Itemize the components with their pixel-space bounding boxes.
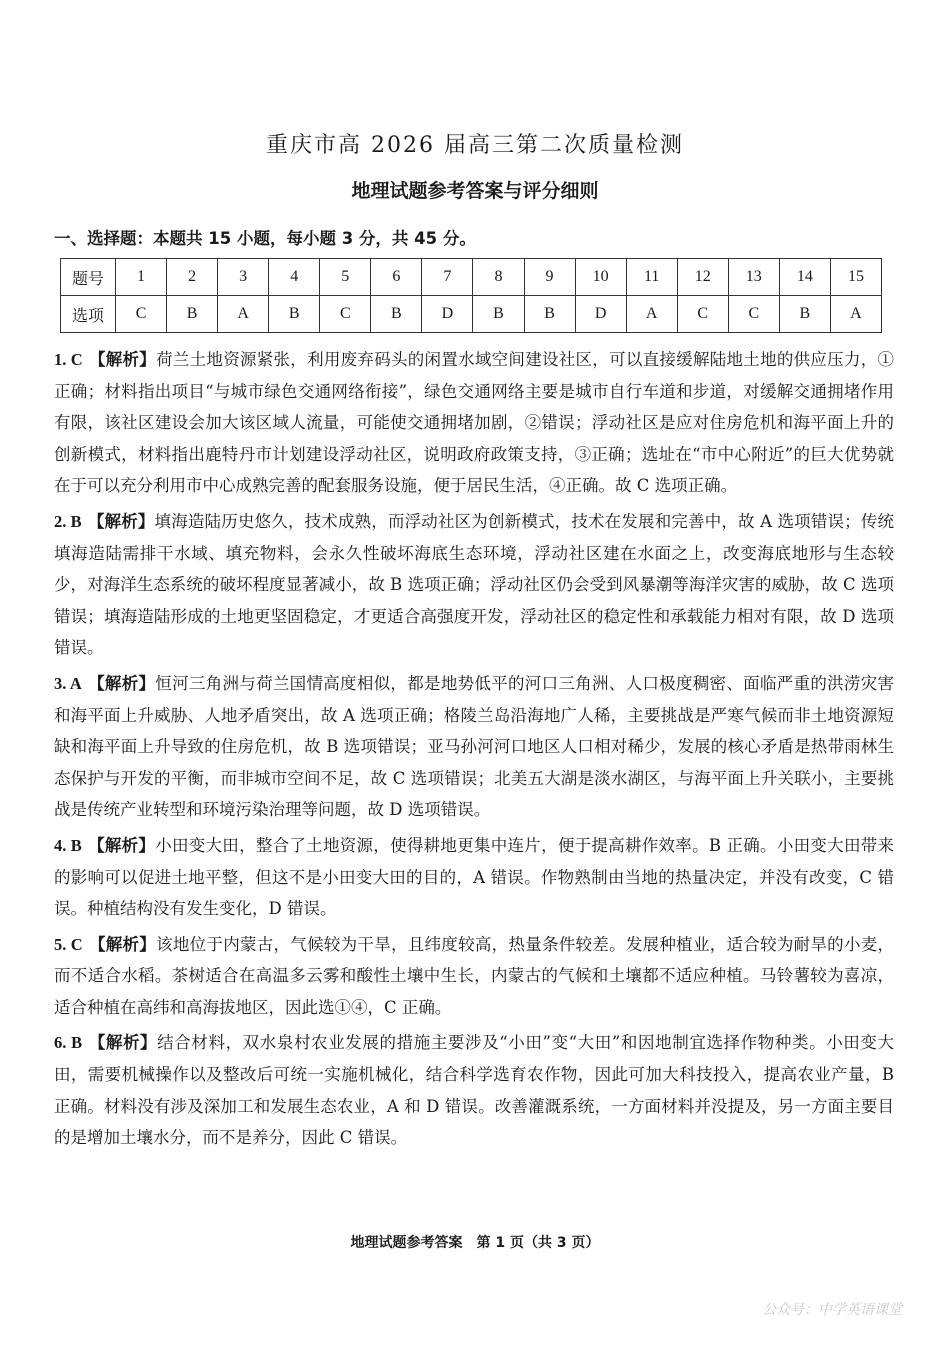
question-number-row: [61, 259, 882, 296]
answer-row: [61, 296, 882, 333]
answer-cell: B: [167, 296, 218, 333]
answer-cell: B: [371, 296, 422, 333]
question-number-cell: 1: [116, 259, 167, 296]
document-title: 重庆市高 2026 届高三第二次质量检测: [266, 133, 684, 158]
answer-cell: B: [269, 296, 320, 333]
question-number-cell: 3: [218, 259, 269, 296]
analysis-tag: 【解析】: [88, 1033, 158, 1053]
answer-cell: A: [626, 296, 677, 333]
row-label-question-number: 题号: [61, 259, 116, 296]
analysis-tag: 【解析】: [87, 511, 155, 531]
question-number-cell: 2: [167, 259, 218, 296]
explanation-text: 荷兰土地资源紧张，利用废弃码头的闲置水域空间建设社区，可以直接缓解陆地土地的供应压力，①正确；材料指出项目“与城市绿色交通网络衔接”，绿色交通网络主要是城市自行车道和步道，对缓解交通拥堵作用有限，该社区建设会加大该区域人流量，可能使交通拥堵加剧，②错误；浮动社区是应对住房危机和海平面上升的创新模式，材料指出鹿特丹市计划建设浮动社区，说明政府政策支持，③正确；选址在“市中心附近”的巨大优势就在于可以充分利用市中心成熟完善的配套服务设施，便于居民生活，④正确。故 C 选项正确。: [54, 350, 895, 496]
question-number-cell: 10: [575, 259, 626, 296]
watermark: 公众号：中学英语课堂: [762, 1302, 902, 1318]
item-number: 6. B: [54, 1033, 83, 1053]
question-number-cell: 6: [371, 259, 422, 296]
answer-cell: C: [728, 296, 779, 333]
answer-cell: C: [677, 296, 728, 333]
item-number: 3. A: [54, 673, 82, 693]
question-number-cell: 7: [422, 259, 473, 296]
analysis-tag: 【解析】: [87, 673, 156, 693]
explanation-text: 小田变大田，整合了土地资源，使得耕地更集中连片，便于提高耕作效率。B 正确。小田变大田带来的影响可以促进土地平整，但这不是小田变大田的目的，A 错误。作物熟制由当地的热量决定，并没有改变，C 错误。种植结构没有发生变化，D 错误。: [54, 835, 895, 919]
item-number: 4. B: [54, 835, 82, 855]
item-number: 1. C: [54, 350, 83, 369]
answer-cell: B: [779, 296, 830, 333]
explanation-text: 结合材料，双水泉村农业发展的措施主要涉及“小田”变“大田”和因地制宜选择作物种类。小田变大田，需要机械操作以及整改后可统一实施机械化，结合科学选育农作物，因此可加大科技投入，提高农业产量，B 正确。材料没有涉及深加工和发展生态农业，A 和 D 错误。改善灌溉系统，一方面材料并没提及，另一方面主要目的是增加土壤水分，而不是养分，因此 C 错误。: [54, 1033, 895, 1148]
answer-cell: A: [218, 296, 269, 333]
answer-cell: D: [575, 296, 626, 333]
analysis-tag: 【解析】: [87, 835, 156, 855]
question-number-cell: 13: [728, 259, 779, 296]
answer-cell: C: [116, 296, 167, 333]
answer-cell: D: [422, 296, 473, 333]
explanation-item: [54, 344, 894, 502]
question-number-cell: 12: [677, 259, 728, 296]
answer-cell: C: [320, 296, 371, 333]
question-number-cell: 14: [779, 259, 830, 296]
explanation-item: [54, 929, 894, 1024]
item-number: 2. B: [54, 511, 82, 531]
question-number-cell: 8: [473, 259, 524, 296]
item-number: 5. C: [54, 934, 83, 954]
analysis-tag: 【解析】: [88, 350, 157, 369]
explanation-item: [54, 668, 894, 826]
page-footer: 地理试题参考答案 第 1 页（共 3 页）: [350, 1235, 600, 1251]
answer-table: [60, 258, 882, 333]
row-label-answer: 选项: [61, 296, 116, 333]
question-number-cell: 9: [524, 259, 575, 296]
explanation-item: [54, 1027, 894, 1153]
question-number-cell: 15: [830, 259, 881, 296]
question-number-cell: 4: [269, 259, 320, 296]
answer-cell: B: [473, 296, 524, 333]
explanation-item: [54, 506, 894, 664]
section-heading: 一、选择题：本题共 15 小题，每小题 3 分，共 45 分。: [54, 229, 476, 248]
question-number-cell: 11: [626, 259, 677, 296]
analysis-tag: 【解析】: [88, 934, 157, 954]
question-number-cell: 5: [320, 259, 371, 296]
answer-cell: B: [524, 296, 575, 333]
explanation-list: [54, 344, 894, 1158]
explanation-item: [54, 830, 894, 925]
explanation-text: 该地位于内蒙古，气候较为干旱，且纬度较高，热量条件较差。发展种植业，适合较为耐旱的小麦，而不适合水稻。茶树适合在高温多云雾和酸性土壤中生长，内蒙古的气候和土壤都不适应种植。马铃薯较为喜凉，适合种植在高纬和高海拔地区，因此选①④，C 正确。: [54, 934, 895, 1017]
explanation-text: 恒河三角洲与荷兰国情高度相似，都是地势低平的河口三角洲、人口极度稠密、面临严重的洪涝灾害和海平面上升威胁、人地矛盾突出，故 A 选项正确；格陵兰岛沿海地广人稀，主要挑战是严寒气候而非土地资源短缺和海平面上升导致的住房危机，故 B 选项错误；亚马孙河河口地区人口相对稀少，发展的核心矛盾是热带雨林生态保护与开发的平衡，而非城市空间不足，故 C 选项错误；北美五大湖是淡水湖区，与海平面上升关联小，主要挑战是传统产业转型和环境污染治理等问题，故 D 选项错误。: [54, 673, 895, 820]
document-subtitle: 地理试题参考答案与评分细则: [351, 180, 599, 202]
explanation-text: 填海造陆历史悠久，技术成熟，而浮动社区为创新模式，技术在发展和完善中，故 A 选项错误；传统填海造陆需排干水域、填充物料，会永久性破坏海底生态环境，浮动社区建在水面之上，改变海底地形与生态较少，对海洋生态系统的破坏程度显著减小，故 B 选项正确；浮动社区仍会受到风暴潮等海洋灾害的威胁，故 C 选项错误；填海造陆形成的土地更坚固稳定，才更适合高强度开发，浮动社区的稳定性和承载能力相对有限，故 D 选项错误。: [54, 511, 895, 658]
answer-cell: A: [830, 296, 881, 333]
